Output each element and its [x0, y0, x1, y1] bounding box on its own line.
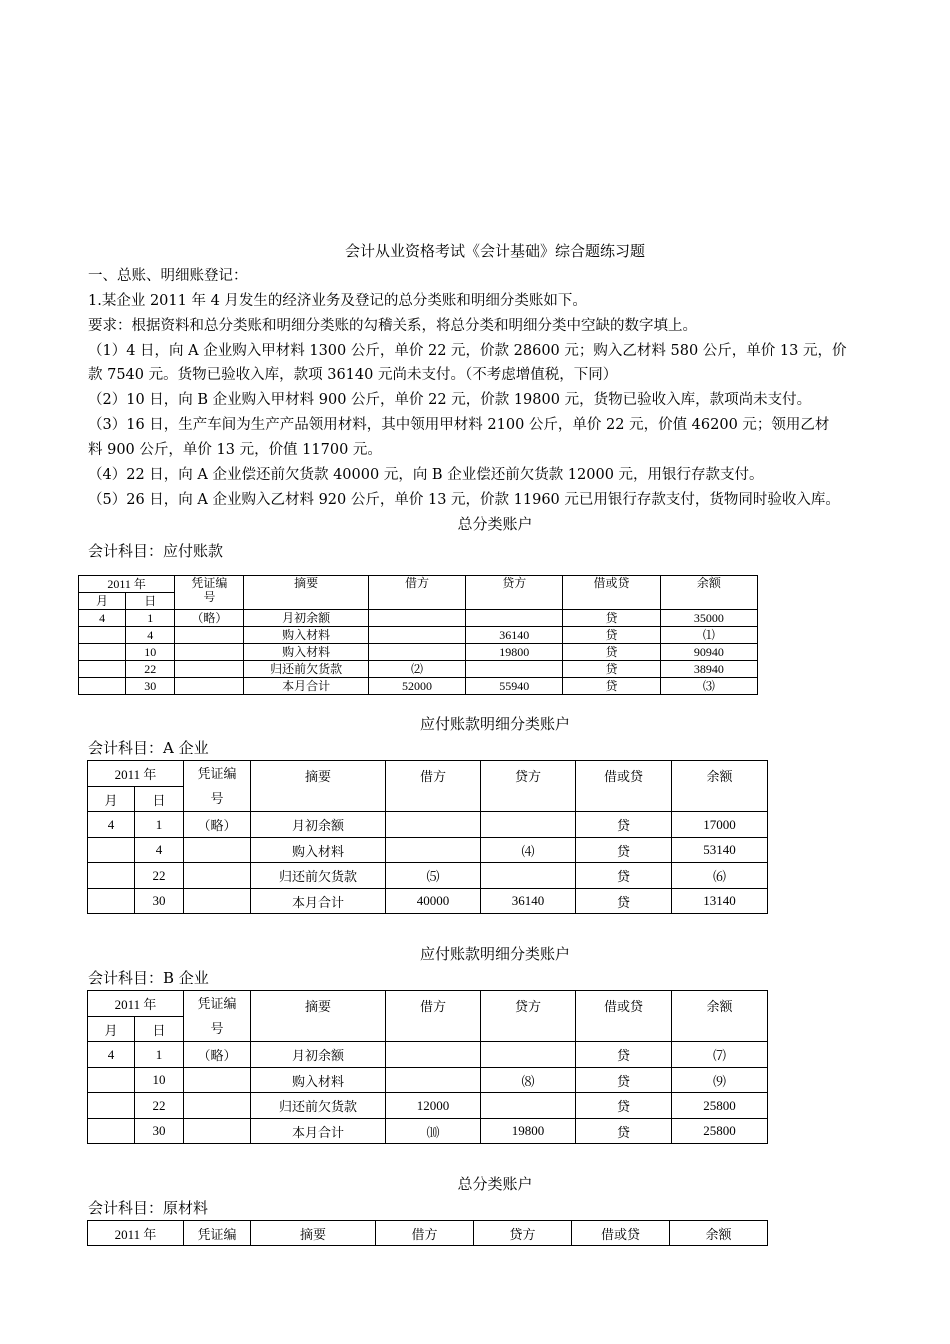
cell-balance: 90940 [660, 644, 757, 661]
cell-debit: ⑽ [386, 1119, 481, 1144]
cell-summary: 归还前欠货款 [244, 661, 368, 678]
cell-balance: ⑴ [660, 627, 757, 644]
cell-day: 1 [126, 610, 175, 627]
cell-dc: 贷 [576, 889, 672, 914]
cell-day: 22 [135, 1093, 184, 1119]
cell-voucher [175, 627, 244, 644]
header-dc: 借或贷 [563, 576, 660, 610]
cell-month [88, 889, 135, 914]
cell-month [88, 838, 135, 863]
cell-balance: 17000 [672, 812, 768, 838]
header-month: 月 [79, 593, 126, 610]
cell-summary: 购入材料 [251, 838, 386, 863]
header-credit: 贷方 [466, 576, 563, 610]
ledger3-heading: 应付账款明细分类账户 [419, 945, 570, 963]
cell-dc: 贷 [576, 838, 672, 863]
header-voucher: 凭证编 号 [184, 991, 251, 1042]
table-row [79, 627, 758, 644]
cell-summary: 本月合计 [251, 1119, 386, 1144]
cell-dc: 贷 [576, 1119, 672, 1144]
cell-month [88, 863, 135, 889]
cell-debit [368, 627, 465, 644]
cell-debit [368, 610, 465, 627]
cell-debit: ⑵ [368, 661, 465, 678]
cell-balance: 13140 [672, 889, 768, 914]
table-row [88, 812, 768, 838]
cell-day: 10 [126, 644, 175, 661]
cell-voucher [175, 644, 244, 661]
cell-voucher [175, 678, 244, 695]
header-balance: 余额 [672, 761, 768, 812]
ledger3-subject: 会计科目：B 企业 [88, 969, 209, 987]
cell-credit: 19800 [481, 1119, 576, 1144]
cell-summary: 月初余额 [251, 812, 386, 838]
header-day: 日 [126, 593, 175, 610]
cell-day: 1 [135, 812, 184, 838]
cell-balance: ⑺ [672, 1042, 768, 1068]
table-row [88, 1042, 768, 1068]
header-balance: 余额 [672, 991, 768, 1042]
requirement-text: 要求：根据资料和总分类账和明细分类账的勾稽关系，将总分类和明细分类中空缺的数字填上。 [88, 318, 697, 334]
header-day: 日 [135, 1017, 184, 1042]
header-balance: 余额 [670, 1221, 768, 1246]
header-year: 2011 年 [79, 576, 175, 593]
cell-balance: ⑹ [672, 863, 768, 889]
ledger3-table [87, 990, 768, 1144]
header-voucher: 凭证编 号 [175, 576, 244, 610]
cell-balance: 38940 [660, 661, 757, 678]
cell-dc: 贷 [563, 610, 660, 627]
header-voucher: 凭证编 号 [184, 761, 251, 812]
page-title: 会计从业资格考试《会计基础》综合题练习题 [344, 242, 645, 260]
cell-month [79, 678, 126, 695]
cell-month: 4 [79, 610, 126, 627]
cell-debit [386, 838, 481, 863]
cell-voucher: （略） [184, 1042, 251, 1068]
header-summary: 摘要 [251, 761, 386, 812]
table-row [88, 838, 768, 863]
cell-day: 30 [135, 1119, 184, 1144]
item-3-line-2: 料 900 公斤，单价 13 元，价值 11700 元。 [88, 442, 382, 458]
cell-summary: 本月合计 [244, 678, 368, 695]
cell-credit: 55940 [466, 678, 563, 695]
cell-dc: 贷 [563, 661, 660, 678]
cell-credit: 19800 [466, 644, 563, 661]
ledger1-table [78, 575, 758, 695]
cell-voucher [184, 889, 251, 914]
cell-balance: 25800 [672, 1093, 768, 1119]
header-dc: 借或贷 [576, 991, 672, 1042]
table-row [88, 1093, 768, 1119]
cell-credit [481, 1042, 576, 1068]
cell-month [79, 627, 126, 644]
cell-day: 30 [135, 889, 184, 914]
ledger4-subject: 会计科目：原材料 [88, 1199, 209, 1217]
item-1-line-2: 款 7540 元。货物已验收入库，款项 36140 元尚未支付。（不考虑增值税，下同） [88, 367, 618, 383]
cell-credit [466, 610, 563, 627]
cell-balance: 25800 [672, 1119, 768, 1144]
cell-summary: 本月合计 [251, 889, 386, 914]
question-intro: 1.某企业 2011 年 4 月发生的经济业务及登记的总分类账和明细分类账如下。 [88, 293, 587, 309]
cell-summary: 月初余额 [251, 1042, 386, 1068]
cell-dc: 贷 [563, 678, 660, 695]
ledger2-subject: 会计科目：A 企业 [88, 739, 209, 757]
cell-credit [481, 863, 576, 889]
cell-month [88, 1119, 135, 1144]
cell-voucher [184, 1093, 251, 1119]
cell-credit [481, 812, 576, 838]
cell-dc: 贷 [576, 863, 672, 889]
ledger2-heading: 应付账款明细分类账户 [419, 715, 570, 733]
header-debit: 借方 [376, 1221, 474, 1246]
header-summary: 摘要 [244, 576, 368, 610]
item-1-line-1: （1）4 日，向 A 企业购入甲材料 1300 公斤，单价 22 元，价款 28600 元；购入乙材料 580 公斤，单价 13 元，价 [88, 343, 847, 359]
cell-debit: 40000 [386, 889, 481, 914]
cell-debit: ⑸ [386, 863, 481, 889]
header-credit: 贷方 [481, 991, 576, 1042]
cell-day: 10 [135, 1068, 184, 1093]
table-row [79, 610, 758, 627]
header-day: 日 [135, 787, 184, 812]
header-credit: 贷方 [474, 1221, 572, 1246]
cell-debit [368, 644, 465, 661]
header-month: 月 [88, 1017, 135, 1042]
ledger2-table [87, 760, 768, 914]
cell-balance: 35000 [660, 610, 757, 627]
header-debit: 借方 [368, 576, 465, 610]
item-4: （4）22 日，向 A 企业偿还前欠货款 40000 元，向 B 企业偿还前欠货款 12000 元，用银行存款支付。 [88, 467, 764, 483]
cell-month: 4 [88, 812, 135, 838]
header-year: 2011 年 [88, 1221, 184, 1246]
ledger1-heading: 总分类账户 [457, 515, 533, 533]
header-credit: 贷方 [481, 761, 576, 812]
header-summary: 摘要 [251, 1221, 376, 1246]
cell-day: 30 [126, 678, 175, 695]
cell-day: 4 [126, 627, 175, 644]
cell-debit [386, 812, 481, 838]
cell-month [88, 1068, 135, 1093]
cell-summary: 购入材料 [251, 1068, 386, 1093]
cell-month: 4 [88, 1042, 135, 1068]
cell-credit: ⑷ [481, 838, 576, 863]
cell-summary: 归还前欠货款 [251, 1093, 386, 1119]
item-5: （5）26 日，向 A 企业购入乙材料 920 公斤，单价 13 元，价款 11960 元已用银行存款支付，货物同时验收入库。 [88, 492, 840, 508]
cell-voucher [184, 838, 251, 863]
cell-debit [386, 1068, 481, 1093]
cell-dc: 贷 [563, 627, 660, 644]
header-year: 2011 年 [88, 761, 184, 787]
item-2: （2）10 日，向 B 企业购入甲材料 900 公斤，单价 22 元，价款 19800 元，货物已验收入库，款项尚未支付。 [88, 392, 812, 408]
ledger4-heading: 总分类账户 [457, 1175, 533, 1193]
cell-credit [481, 1093, 576, 1119]
cell-balance: ⑼ [672, 1068, 768, 1093]
cell-debit: 52000 [368, 678, 465, 695]
cell-day: 22 [135, 863, 184, 889]
header-year: 2011 年 [88, 991, 184, 1017]
ledger1-subject: 会计科目：应付账款 [88, 542, 224, 560]
cell-dc: 贷 [576, 812, 672, 838]
cell-voucher [184, 1068, 251, 1093]
header-debit: 借方 [386, 991, 481, 1042]
cell-voucher [184, 1119, 251, 1144]
cell-credit: ⑻ [481, 1068, 576, 1093]
cell-day: 22 [126, 661, 175, 678]
header-debit: 借方 [386, 761, 481, 812]
cell-summary: 归还前欠货款 [251, 863, 386, 889]
item-3-line-1: （3）16 日，生产车间为生产产品领用材料，其中领用甲材料 2100 公斤，单价 22 元，价值 46200 元；领用乙材 [88, 417, 830, 433]
cell-dc: 贷 [563, 644, 660, 661]
cell-dc: 贷 [576, 1068, 672, 1093]
cell-voucher [184, 863, 251, 889]
header-dc: 借或贷 [576, 761, 672, 812]
table-row [88, 863, 768, 889]
table-row [88, 889, 768, 914]
cell-dc: 贷 [576, 1042, 672, 1068]
cell-day: 1 [135, 1042, 184, 1068]
cell-month [79, 661, 126, 678]
cell-voucher: （略） [184, 812, 251, 838]
cell-credit: 36140 [481, 889, 576, 914]
cell-summary: 月初余额 [244, 610, 368, 627]
header-summary: 摘要 [251, 991, 386, 1042]
cell-month [79, 644, 126, 661]
cell-dc: 贷 [576, 1093, 672, 1119]
table-row [88, 1119, 768, 1144]
cell-credit: 36140 [466, 627, 563, 644]
header-voucher: 凭证编 [184, 1221, 251, 1246]
cell-debit: 12000 [386, 1093, 481, 1119]
section-heading: 一、总账、明细账登记： [88, 268, 248, 284]
cell-day: 4 [135, 838, 184, 863]
cell-voucher: （略） [175, 610, 244, 627]
ledger4-table [87, 1220, 768, 1246]
cell-summary: 购入材料 [244, 627, 368, 644]
header-balance: 余额 [660, 576, 757, 610]
header-month: 月 [88, 787, 135, 812]
cell-credit [466, 661, 563, 678]
cell-balance: 53140 [672, 838, 768, 863]
cell-balance: ⑶ [660, 678, 757, 695]
table-row [79, 644, 758, 661]
cell-debit [386, 1042, 481, 1068]
table-row [88, 1068, 768, 1093]
header-dc: 借或贷 [572, 1221, 670, 1246]
cell-summary: 购入材料 [244, 644, 368, 661]
table-row [79, 678, 758, 695]
cell-voucher [175, 661, 244, 678]
table-row [79, 661, 758, 678]
cell-month [88, 1093, 135, 1119]
